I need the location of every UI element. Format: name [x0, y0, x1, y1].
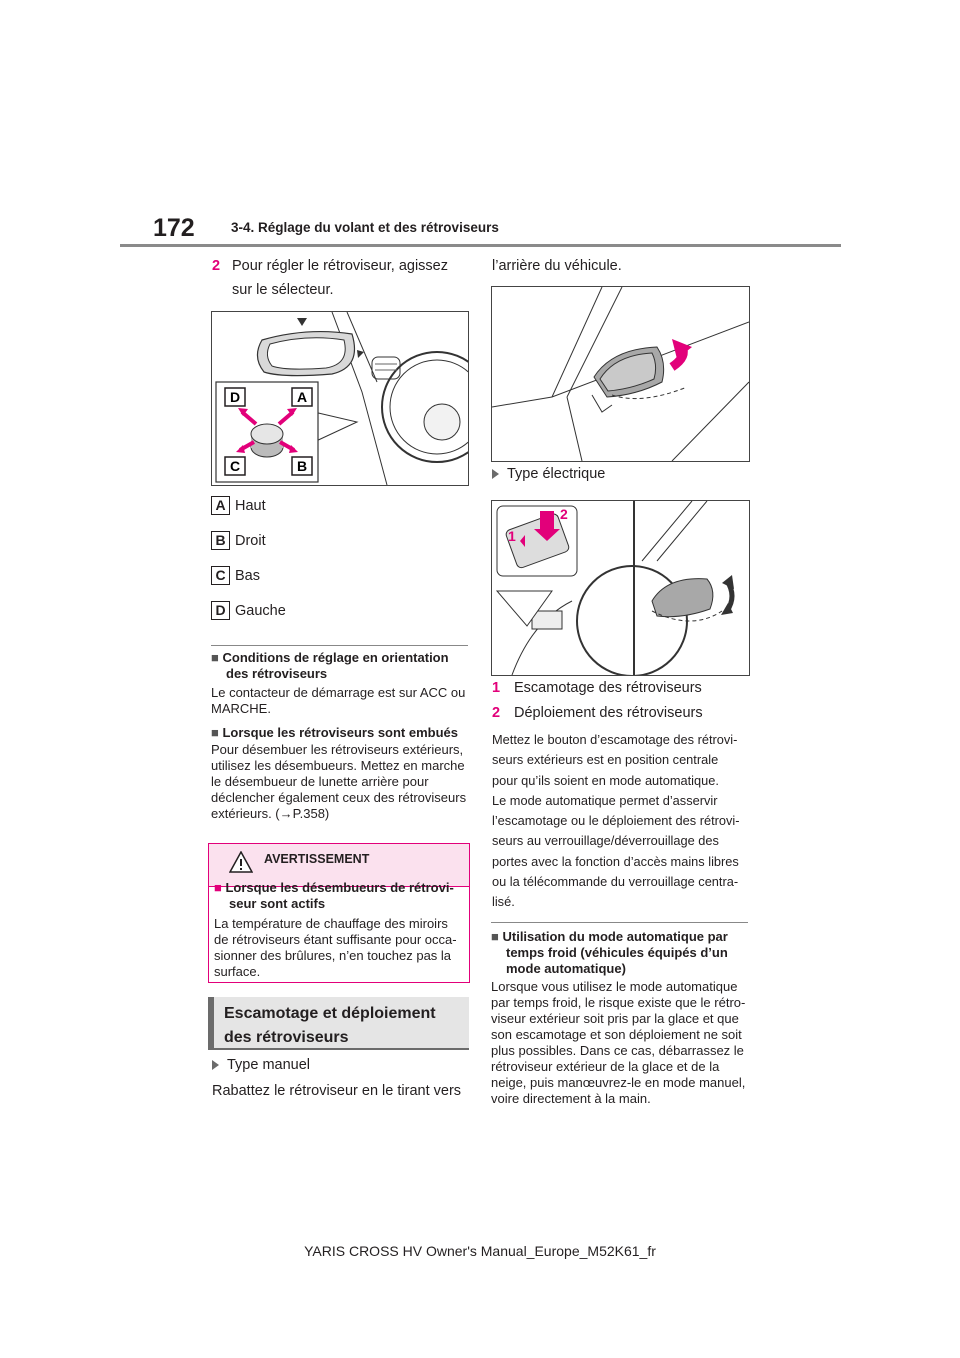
- note-cold-body: Lorsque vous utilisez le mode automatique par temps froid, le risque existe que le rétro- viseur extérieur soit pris par la glace et que son escamotage et son déploiement ne soit plus possibles. Dans ce cas, débarrassez le rétroviseur extérieur de la glace et de la neige, puis manœuvrez-le en mode manuel, voire directement à la main.: [491, 979, 746, 1106]
- auto-mode-paragraph: Mettez le bouton d’escamotage des rétrovi- seurs extérieurs est en position centrale pour qu’ils soient en mode automatique. Le mode automatique permet d’asservir l’escamotage ou le déploiement des rétrovi- seurs au verrouillage/déverrouillage des portes avec la fonction d’accès mains libres ou la télécommande du verrouillage centra- lisé.: [492, 732, 740, 910]
- section-heading: Escamotage et déploiement des rétroviseurs: [224, 1005, 436, 1046]
- type-electric: Type électrique: [492, 462, 605, 486]
- figure-label-c: C: [229, 458, 241, 474]
- triangle-bullet-icon: [212, 1060, 219, 1070]
- legend-item-a: [211, 494, 266, 518]
- note-cold-title: ■ Utilisation du mode automatique par temps froid (véhicules équipés d’un mode automatique): [491, 929, 728, 976]
- legend-item-d: [211, 599, 286, 623]
- section-heading-box: [208, 997, 469, 1050]
- legend-key-b: B: [211, 531, 230, 550]
- warning-title: AVERTISSEMENT: [264, 852, 370, 866]
- header-rule: [120, 244, 841, 247]
- step-number: 2: [212, 258, 221, 274]
- square-bullet-icon: ■: [211, 650, 219, 665]
- note-conditions-body: Le contacteur de démarrage est sur ACC ou MARCHE.: [211, 685, 466, 716]
- electric-fold-figure: [491, 500, 750, 676]
- figure-number-1: 1: [508, 528, 516, 544]
- type-manual: Type manuel: [212, 1053, 310, 1077]
- legend-key-d: D: [211, 601, 230, 620]
- legend-text-a: Haut: [235, 498, 266, 514]
- section-title: 3-4. Réglage du volant et des rétroviseurs: [231, 220, 499, 235]
- figure-label-a: A: [296, 389, 308, 405]
- figure-label-d: D: [229, 389, 241, 405]
- item-2-text: Déploiement des rétroviseurs: [514, 705, 703, 721]
- step-2-line2: sur le sélecteur.: [232, 282, 334, 298]
- square-bullet-icon: ■: [211, 725, 219, 740]
- notes-divider: [211, 645, 468, 646]
- legend-key-c: C: [211, 566, 230, 585]
- warning-icon: [229, 851, 253, 873]
- mirror-selector-illustration: [212, 312, 468, 485]
- legend-text-d: Gauche: [235, 603, 286, 619]
- mirror-selector-figure: [211, 311, 469, 486]
- step-2: [212, 254, 220, 278]
- manual-fold-figure: [491, 286, 750, 462]
- manual-fold-illustration: [492, 287, 749, 461]
- manual-instruction: Rabattez le rétroviseur en le tirant vers: [212, 1083, 462, 1099]
- footer-text: YARIS CROSS HV Owner's Manual_Europe_M52K61_fr: [304, 1243, 656, 1259]
- legend-text-c: Bas: [235, 568, 260, 584]
- step-2-line1: Pour régler le rétroviseur, agissez: [232, 258, 448, 274]
- item-1-text: Escamotage des rétroviseurs: [514, 680, 702, 696]
- note-fogged-body: Pour désembuer les rétroviseurs extérieurs, utilisez les désembueurs. Mettez en marche le désembueur de lunette arrière pour déclencher également ceux des rétroviseurs extérieurs. (→P.358): [211, 742, 467, 821]
- figure-number-2: 2: [560, 506, 568, 522]
- notes-divider-right: [491, 922, 748, 923]
- note-conditions-title: ■ Conditions de réglage en orientation des rétroviseurs: [211, 650, 449, 681]
- figure-label-b: B: [296, 458, 308, 474]
- square-bullet-icon: ■: [491, 929, 499, 944]
- legend-item-c: [211, 564, 260, 588]
- legend-item-b: [211, 529, 266, 553]
- legend-key-a: A: [211, 496, 230, 515]
- manual-instruction-cont: l’arrière du véhicule.: [492, 258, 622, 274]
- triangle-bullet-icon: [492, 469, 499, 479]
- warning-body: La température de chauffage des miroirs de rétroviseurs étant suffisante pour occa- sionner des brûlures, n’en touchez pas la surface.: [214, 916, 457, 979]
- item-2: 2: [492, 705, 501, 721]
- warning-box: [208, 843, 470, 983]
- square-bullet-icon: ■: [214, 880, 222, 895]
- item-1: 1: [492, 680, 501, 696]
- legend-text-b: Droit: [235, 533, 266, 549]
- electric-fold-illustration: [492, 501, 749, 675]
- warning-subtitle: ■ Lorsque les désembueurs de rétrovi- seur sont actifs: [214, 880, 454, 911]
- note-fogged-title: ■ Lorsque les rétroviseurs sont embués: [211, 725, 459, 740]
- page-number: 172: [153, 214, 195, 242]
